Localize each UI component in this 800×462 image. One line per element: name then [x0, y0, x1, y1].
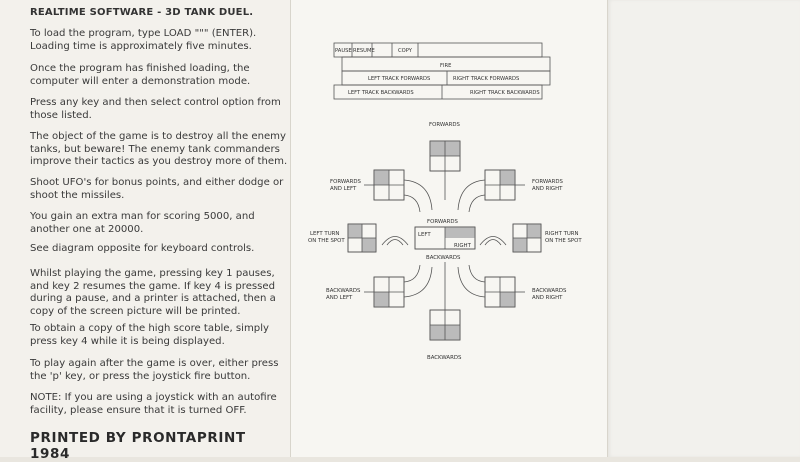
controls-diagram	[290, 0, 608, 457]
paragraph-control-option: Press any key and then select control option from those listed.	[30, 97, 281, 121]
key-label-left-track-backwards: LEFT TRACK BACKWARDS	[348, 90, 414, 96]
key-label-pause: PAUSE	[335, 48, 352, 54]
label-right-turn: RIGHT TURN ON THE SPOT	[545, 231, 582, 244]
label-left-turn: LEFT TURN ON THE SPOT	[308, 231, 345, 244]
paragraph-ufos: Shoot UFO's for bonus points, and either dodge or shoot the missiles.	[30, 177, 284, 201]
label-backwards-bottom: BACKWARDS	[427, 355, 462, 361]
paragraph-diagram-ref: See diagram opposite for keyboard controls.	[30, 243, 255, 254]
label-forwards-and-right: FORWARDS AND RIGHT	[532, 179, 563, 192]
label-backwards-and-right: BACKWARDS AND RIGHT	[532, 288, 567, 301]
key-label-right-track-forwards: RIGHT TRACK FORWARDS	[453, 76, 520, 82]
blank-flap	[608, 0, 800, 457]
paragraph-pause-print: Whilst playing the game, pressing key 1 pauses, and key 2 resumes the game. If key 4 is pressed during a pause, and a printer is attached, then a copy of the screen picture will be printed.	[30, 268, 276, 317]
paragraph-demo-mode: Once the program has finished loading, the computer will enter a demonstration mode.	[30, 63, 251, 87]
paragraph-play-again: To play again after the game is over, either press the 'p' key, or press the joystick fire button.	[30, 358, 279, 382]
label-left: LEFT	[418, 232, 431, 238]
key-label-fire: FIRE	[440, 63, 452, 69]
paragraph-high-score: To obtain a copy of the high score table, simply press key 4 while it is being displayed.	[30, 323, 269, 347]
key-label-copy: COPY	[398, 48, 412, 54]
paragraph-extra-man: You gain an extra man for scoring 5000, and another one at 20000.	[30, 211, 255, 235]
label-forwards-and-left: FORWARDS AND LEFT	[330, 179, 361, 192]
paragraph-autofire-note: NOTE: If you are using a joystick with an autofire facility, please ensure that it is turned OFF.	[30, 392, 277, 416]
document-title: REALTIME SOFTWARE - 3D TANK DUEL.	[30, 7, 254, 18]
label-backwards-centre: BACKWARDS	[426, 255, 461, 261]
label-forwards-top: FORWARDS	[429, 122, 460, 128]
key-label-left-track-forwards: LEFT TRACK FORWARDS	[368, 76, 431, 82]
label-right: RIGHT	[454, 243, 471, 249]
paragraph-loading: To load the program, type LOAD """ (ENTER). Loading time is approximately five minutes.	[30, 28, 257, 52]
label-forwards-centre: FORWARDS	[427, 219, 458, 225]
diagram-panel	[290, 0, 608, 457]
printer-credit: PRINTED BY PRONTAPRINT 1984	[30, 430, 246, 462]
paragraph-objective: The object of the game is to destroy all the enemy tanks, but beware! The enemy tank commanders improve their tactics as you destroy more of them.	[30, 131, 288, 168]
label-backwards-and-left: BACKWARDS AND LEFT	[326, 288, 361, 301]
key-label-resume: RESUME	[353, 48, 375, 54]
key-label-right-track-backwards: RIGHT TRACK BACKWARDS	[470, 90, 540, 96]
instructions-panel	[0, 0, 290, 462]
